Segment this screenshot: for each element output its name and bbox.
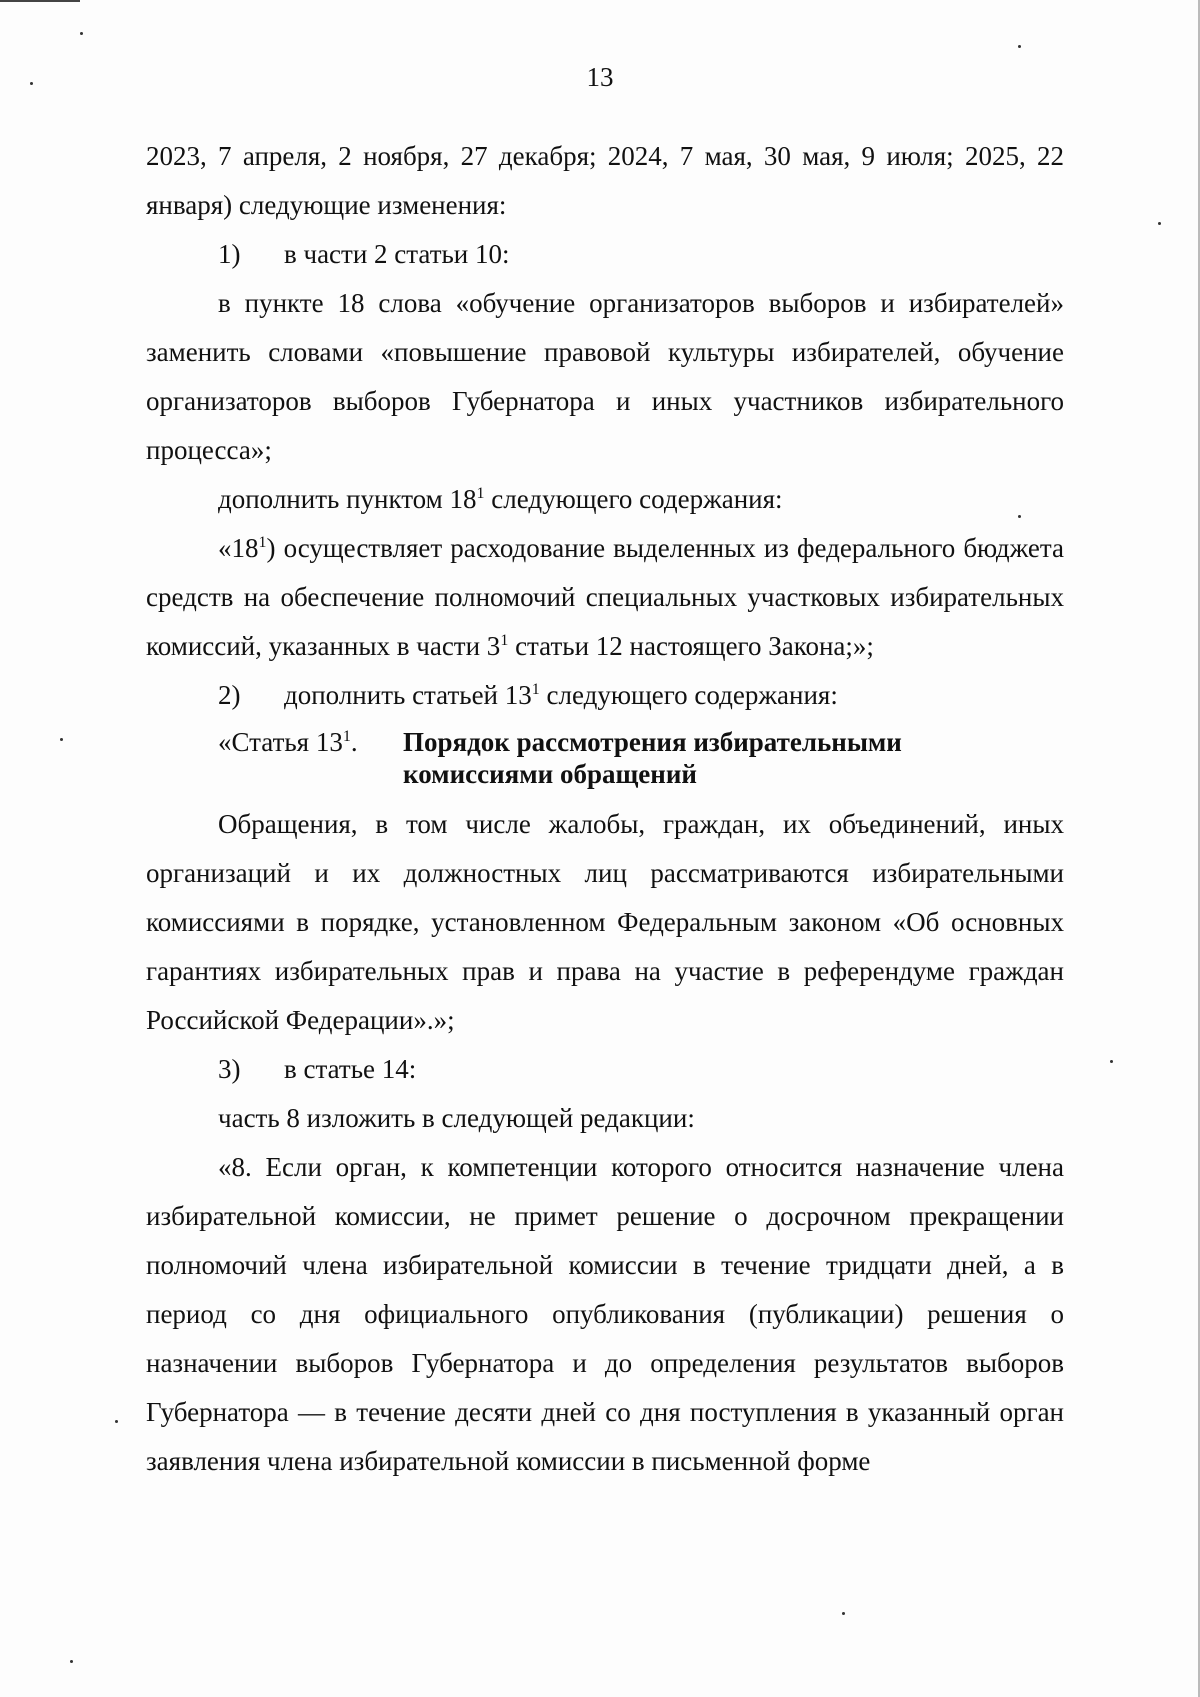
scan-speck: [1158, 222, 1161, 225]
list-item-text: в статье 14:: [284, 1054, 417, 1084]
scan-corner-mark: [0, 0, 80, 2]
text-fragment: следующего содержания:: [484, 484, 783, 514]
paragraph-point-18: в пункте 18 слова «обучение организаторов выборов и избирателей» заменить словами «повышение правовой культуры избирателей, обучение организаторов выборов Губернатора и иных участников избирательного процесса»;: [146, 288, 1064, 465]
superscript: 1: [476, 485, 485, 502]
scan-speck: [1018, 515, 1021, 518]
document-body: [146, 132, 1064, 1486]
article-title: Порядок рассмотрения избирательными комиссиями обращений: [403, 727, 902, 789]
paragraph-point-18-1: [146, 524, 1064, 671]
scan-speck: [80, 32, 83, 35]
page-number: 13: [586, 62, 614, 92]
scan-speck: [842, 1612, 845, 1615]
superscript: 1: [500, 632, 509, 649]
text-fragment: ) осуществляет расходование выделенных из федерального бюджета средств на обеспечение полномочий специальных участковых избирательных комиссий, указанных в части 3: [146, 533, 1064, 661]
scan-speck: [60, 738, 63, 741]
text-fragment: статьи 12 настоящего Закона;»;: [508, 631, 874, 661]
article-label: [218, 726, 403, 790]
list-item-number: 3): [218, 1054, 241, 1084]
paragraph-add-point: [146, 475, 1064, 524]
text-fragment: «Статья 13: [218, 727, 343, 757]
superscript: 1: [531, 681, 540, 698]
list-item-number: 2): [218, 680, 241, 710]
text-fragment: дополнить статьей 13: [284, 680, 532, 710]
paragraph-changes-intro: 2023, 7 апреля, 2 ноября, 27 декабря; 2024, 7 мая, 30 мая, 9 июля; 2025, 22 января) следующие изменения:: [146, 141, 1064, 220]
list-item-text: в части 2 статьи 10:: [284, 239, 510, 269]
list-item-1: [146, 230, 1064, 279]
scan-speck: [70, 1660, 73, 1663]
paragraph-appeals: Обращения, в том числе жалобы, граждан, их объединений, иных организаций и их должностных лиц рассматриваются избирательными комиссиями в порядке, установленном Федеральным законом «Об основных гарантиях избирательных прав и права на участие в референдуме граждан Российской Федерации».»;: [146, 809, 1064, 1035]
list-item-2: [146, 671, 1064, 720]
scan-speck: [30, 82, 33, 85]
superscript: 1: [342, 728, 351, 745]
scan-speck: [1018, 45, 1021, 48]
superscript: 1: [258, 534, 267, 551]
text-fragment: следующего содержания:: [539, 680, 838, 710]
paragraph-part-8-intro: часть 8 изложить в следующей редакции:: [218, 1103, 695, 1133]
scan-speck: [115, 1420, 118, 1423]
text-fragment: «18: [218, 533, 259, 563]
text-fragment: дополнить пунктом 18: [218, 484, 477, 514]
scan-speck: [1110, 1060, 1113, 1063]
list-item-number: 1): [218, 239, 241, 269]
paragraph-part-8: «8. Если орган, к компетенции которого относится назначение члена избирательной комиссии, не примет решение о досрочном прекращении полномочий члена избирательной комиссии в течение тридцати дней, а в период со дня официального опубликования (публикации) решения о назначении выборов Губернатора и до определения результатов выборов Губернатора — в течение десяти дней со дня поступления в указанный орган заявления члена избирательной комиссии в письменной форме: [146, 1152, 1064, 1476]
list-item-3: [146, 1045, 1064, 1094]
article-heading: [146, 720, 1064, 800]
text-fragment: .: [350, 727, 358, 757]
